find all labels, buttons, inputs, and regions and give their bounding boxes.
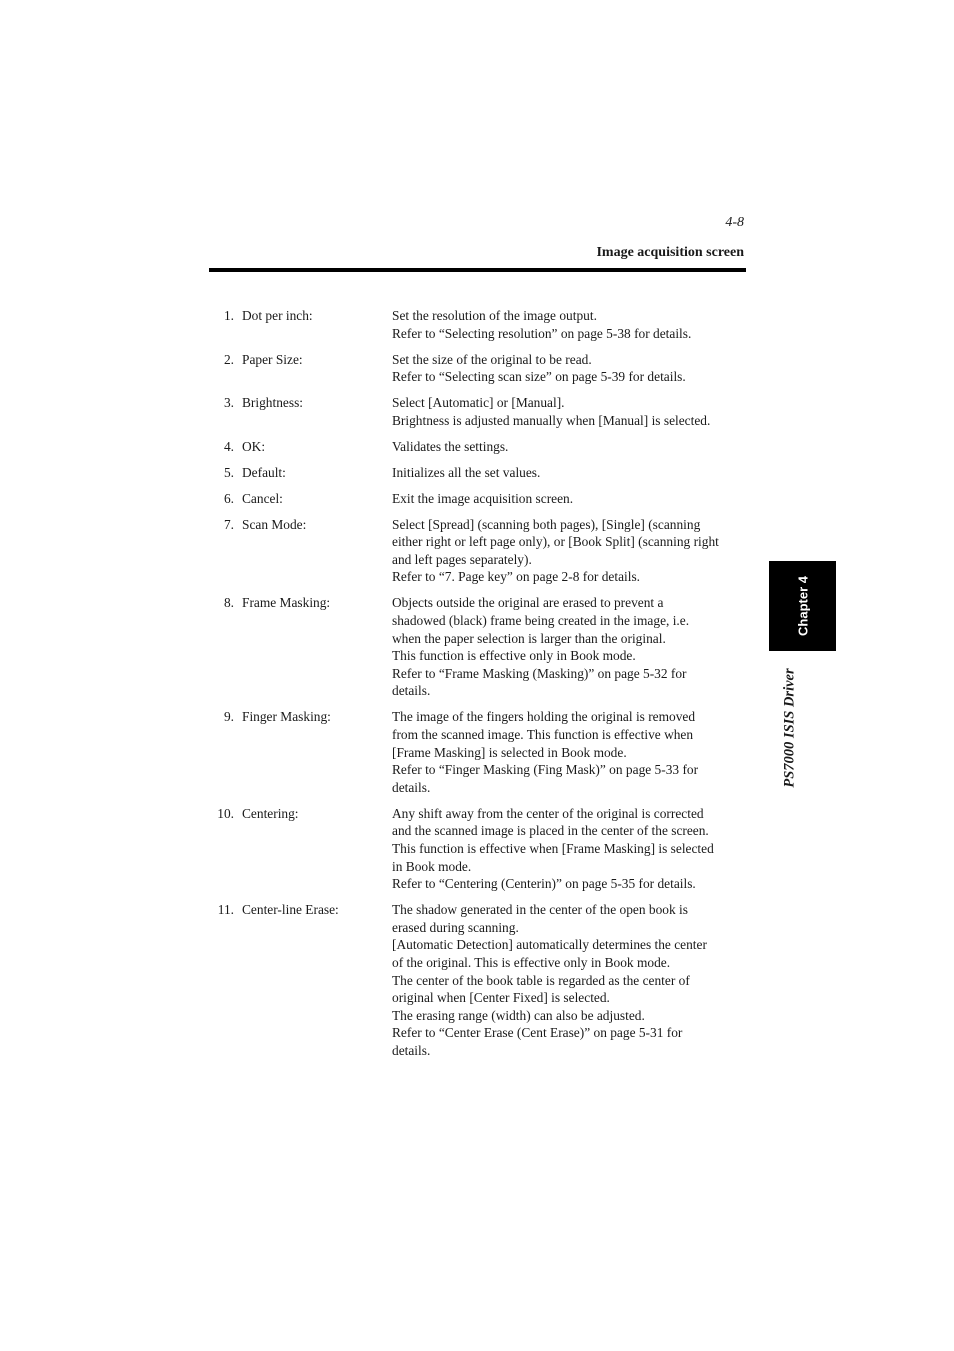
header-rule: [209, 268, 746, 272]
description-line: Refer to “7. Page key” on page 2-8 for details.: [392, 569, 641, 585]
description-line: This function is effective when [Frame Masking] is selected: [392, 840, 714, 856]
description-line: Refer to “Frame Masking (Masking)” on page 5-32 for: [392, 665, 687, 681]
description-line: in Book mode.: [392, 858, 472, 874]
description-line: and left pages separately).: [392, 551, 532, 567]
section-title: Image acquisition screen: [596, 245, 744, 260]
description-line: Refer to “Selecting scan size” on page 5-39 for details.: [392, 369, 686, 385]
description-line: of the original. This is effective only in Book mode.: [392, 954, 671, 970]
item-number: 4.: [223, 438, 234, 454]
list-item: [209, 490, 749, 508]
list-item: [209, 594, 749, 700]
description-line: details.: [392, 779, 431, 795]
item-number: 2.: [223, 351, 234, 367]
item-label: Cancel:: [242, 490, 283, 506]
chapter-tab: [769, 561, 836, 651]
description-line: Initializes all the set values.: [392, 464, 541, 480]
item-description: [392, 805, 749, 893]
item-number: 3.: [223, 395, 234, 411]
item-label: Center-line Erase:: [242, 902, 339, 918]
description-line: and the scanned image is placed in the center of the screen.: [392, 823, 709, 839]
item-label: Dot per inch:: [242, 308, 313, 323]
description-line: from the scanned image. This function is effective when: [392, 727, 694, 742]
item-label: Centering:: [242, 805, 299, 821]
description-line: [Automatic Detection] automatically determines the center: [392, 937, 707, 953]
description-line: Refer to “Selecting resolution” on page 5-38 for details.: [392, 325, 692, 341]
item-label: OK:: [242, 438, 266, 454]
description-line: Validates the settings.: [392, 438, 509, 454]
description-line: Refer to “Finger Masking (Fing Mask)” on page 5-33 for: [392, 762, 699, 778]
item-description: [392, 516, 749, 586]
item-number: 5.: [223, 464, 234, 480]
item-description: [392, 351, 749, 386]
list-item: [209, 351, 749, 386]
description-line: details.: [392, 683, 431, 699]
item-label: Finger Masking:: [242, 709, 331, 725]
description-line: The image of the fingers holding the original is removed: [392, 709, 696, 725]
description-line: erased during scanning.: [392, 919, 519, 935]
description-line: Brightness is adjusted manually when [Manual] is selected.: [392, 412, 711, 428]
description-line: The shadow generated in the center of the open book is: [392, 902, 688, 918]
list-item: [209, 708, 749, 796]
item-label: Frame Masking:: [242, 595, 331, 611]
item-description: [392, 464, 749, 482]
item-label: Paper Size:: [242, 351, 303, 367]
item-description: [392, 438, 749, 456]
chapter-tab-label: Chapter 4: [795, 576, 810, 636]
item-number: 7.: [223, 516, 234, 532]
list-item: [209, 394, 749, 429]
item-number: 8.: [223, 595, 234, 611]
list-item: [209, 307, 749, 342]
list-item: [209, 516, 749, 586]
item-description: [392, 394, 749, 429]
list-item: [209, 464, 749, 482]
description-line: either right or left page only), or [Book Split] (scanning right: [392, 534, 719, 550]
item-list: [209, 307, 749, 1068]
description-line: when the paper selection is larger than the original.: [392, 630, 666, 646]
description-line: original when [Center Fixed] is selected.: [392, 990, 610, 1006]
running-title: PS7000 ISIS Driver: [781, 668, 798, 788]
description-line: Any shift away from the center of the original is corrected: [392, 805, 704, 821]
description-line: The center of the book table is regarded as the center of: [392, 972, 690, 988]
item-number: 1.: [223, 308, 234, 323]
item-label: Default:: [242, 464, 286, 480]
item-description: [392, 490, 749, 508]
description-line: Select [Spread] (scanning both pages), [Single] (scanning: [392, 516, 701, 532]
description-line: details.: [392, 1042, 431, 1058]
description-line: Refer to “Center Erase (Cent Erase)” on page 5-31 for: [392, 1025, 683, 1041]
description-line: Set the resolution of the image output.: [392, 308, 597, 323]
item-description: [392, 594, 749, 700]
description-line: Objects outside the original are erased to prevent a: [392, 595, 664, 611]
item-number: 6.: [223, 490, 234, 506]
page-number: 4-8: [725, 215, 744, 230]
item-label: Scan Mode:: [242, 516, 307, 532]
description-line: [Frame Masking] is selected in Book mode.: [392, 744, 627, 760]
item-number: 9.: [223, 709, 234, 725]
item-number: 10.: [217, 805, 234, 821]
item-description: [392, 901, 749, 1059]
item-label: Brightness:: [242, 395, 304, 411]
description-line: Set the size of the original to be read.: [392, 351, 592, 367]
description-line: Refer to “Centering (Centerin)” on page 5-35 for details.: [392, 876, 696, 892]
description-line: The erasing range (width) can also be adjusted.: [392, 1007, 645, 1023]
list-item: [209, 901, 749, 1059]
item-description: [392, 708, 749, 796]
item-number: 11.: [217, 902, 234, 918]
list-item: [209, 805, 749, 893]
description-line: This function is effective only in Book mode.: [392, 648, 636, 664]
list-item: [209, 438, 749, 456]
description-line: Select [Automatic] or [Manual].: [392, 395, 565, 411]
item-description: [392, 307, 749, 342]
description-line: shadowed (black) frame being created in the image, i.e.: [392, 613, 690, 629]
description-line: Exit the image acquisition screen.: [392, 490, 574, 506]
